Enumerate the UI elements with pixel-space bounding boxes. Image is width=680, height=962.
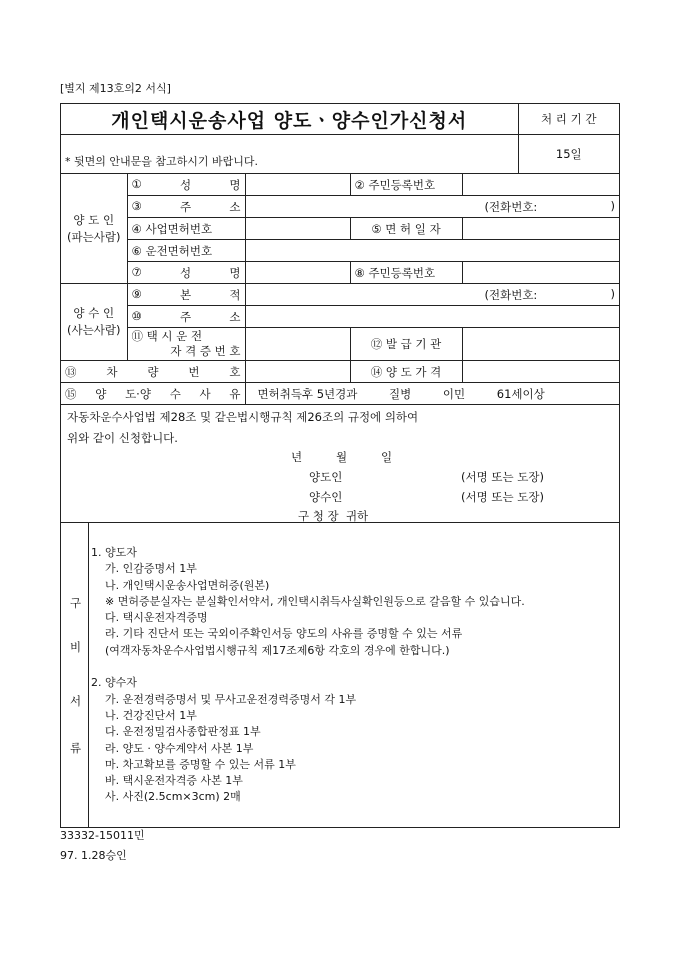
document-item: ※ 면허증분실자는 분실확인서약서, 개인택시취득사실확인원등으로 갈음할 수 있습니다. xyxy=(105,594,525,608)
taxi-qualification-input[interactable] xyxy=(245,328,350,361)
document-item: 가. 운전경력증명서 및 무사고운전경력증명서 각 1부 xyxy=(105,692,357,706)
label-resident-number: ② 주민등록번호 xyxy=(350,174,462,196)
label-business-license: ④ 사업면허번호 xyxy=(127,218,245,240)
transferee-name-input[interactable] xyxy=(245,262,350,284)
reason-emigration[interactable]: 이민 xyxy=(442,386,466,401)
label-address-2: ⑩ 주 소 xyxy=(131,308,241,324)
transferor-name-input[interactable] xyxy=(245,174,350,196)
transferor-label: 양 도 인 xyxy=(73,212,115,227)
form-caption: [별지 제13호의2 서식] xyxy=(60,82,171,95)
reason-illness[interactable]: 질병 xyxy=(389,386,412,401)
document-item: 라. 기타 진단서 또는 국외이주확인서등 양도의 사유를 증명할 수 있는 서류 xyxy=(105,627,463,641)
transferor-sub: (파는사람) xyxy=(67,229,121,244)
transferor-sign-label: 양도인 xyxy=(309,470,343,484)
transferee-address-input[interactable] xyxy=(245,306,619,328)
label-resident-number-2: ⑧ 주민등록번호 xyxy=(350,262,462,284)
processing-value: 15일 xyxy=(518,135,619,174)
transferee-sign[interactable]: (서명 또는 도장) xyxy=(461,490,544,504)
form-code: 33332-15011민 xyxy=(60,829,145,842)
document-item: 바. 택시운전자격증 사본 1부 xyxy=(105,774,243,788)
reason-age-61[interactable]: 61세이상 xyxy=(496,386,545,401)
approval-date: 97. 1.28승인 xyxy=(60,849,127,862)
vehicle-number-input[interactable] xyxy=(245,361,350,383)
label-domicile: ⑨ 본 적 xyxy=(131,286,241,302)
transferor-sign[interactable]: (서명 또는 도장) xyxy=(461,470,544,484)
date-year: 년 xyxy=(291,450,303,464)
issuer-input[interactable] xyxy=(462,328,619,361)
note: * 뒷면의 안내문을 참고하시기 바랍니다. xyxy=(61,135,518,174)
transferor-resident-input[interactable] xyxy=(462,174,619,196)
license-date-input[interactable] xyxy=(462,218,619,240)
applicant-grid xyxy=(61,173,619,404)
label-name: ① 성 명 xyxy=(131,176,241,192)
transferee-sign-label: 양수인 xyxy=(309,490,343,504)
transferee-group xyxy=(61,284,127,361)
label-issuer: ⑫ 발 급 기 관 xyxy=(350,328,462,361)
driver-license-input[interactable] xyxy=(245,240,619,262)
transferee-label: 양 수 인 xyxy=(73,306,115,320)
document-item: 2. 양수자 xyxy=(91,676,137,690)
transferor-group xyxy=(61,174,127,284)
document-item: (여객자동차운수사업법시행규칙 제17조제6항 각호의 경우에 한합니다.) xyxy=(105,643,450,657)
form-header xyxy=(61,104,619,173)
transfer-price-input[interactable] xyxy=(462,361,619,383)
label-transfer-price: ⑭ 양 도 가 격 xyxy=(350,361,462,383)
label-transfer-reason: ⑮ 양 도·양 수 사 유 xyxy=(65,386,241,401)
documents-side-label: 구 비 서 류 xyxy=(61,523,89,827)
document-item: 나. 개인택시운송사업면허증(원본) xyxy=(105,578,270,592)
recipient: 구 청 장 귀하 xyxy=(298,509,369,523)
document-item: 1. 양도자 xyxy=(91,546,137,559)
label-address: ③ 주 소 xyxy=(131,198,241,214)
document-item: 마. 차고확보를 증명할 수 있는 서류 1부 xyxy=(105,757,296,771)
transferee-resident-input[interactable] xyxy=(462,262,619,284)
document-item: 다. 운전정밀검사종합판정표 1부 xyxy=(105,725,261,739)
document-item: 다. 택시운전자격증명 xyxy=(105,611,208,625)
document-item: 가. 인감증명서 1부 xyxy=(105,562,197,576)
document-item: 나. 건강진단서 1부 xyxy=(105,708,197,722)
date-month: 월 xyxy=(336,450,348,464)
application-form xyxy=(60,103,620,828)
statement-section xyxy=(61,404,619,522)
form-title: 개인택시운송사업 양도ㆍ양수인가신청서 xyxy=(61,104,518,135)
transferor-address-input[interactable]: (전화번호: ) xyxy=(245,196,619,218)
domicile-input[interactable]: (전화번호: ) xyxy=(245,284,619,306)
processing-label: 처 리 기 간 xyxy=(518,104,619,135)
transfer-reason-options[interactable] xyxy=(245,383,619,405)
transferee-sub: (사는사람) xyxy=(67,323,121,337)
date-day: 일 xyxy=(381,450,393,464)
reason-5-years[interactable]: 면허취득후 5년경과 xyxy=(257,386,358,401)
document-item: 사. 사진(2.5cm×3cm) 2매 xyxy=(105,790,241,804)
label-license-date: ⑤ 면 허 일 자 xyxy=(350,218,462,240)
business-license-input[interactable] xyxy=(245,218,350,240)
label-taxi-qualification: ⑪ 택 시 운 전 자 격 증 번 호 xyxy=(127,328,245,361)
statement-line2: 위와 같이 신청합니다. xyxy=(67,431,178,445)
label-name-2: ⑦ 성 명 xyxy=(131,264,241,280)
label-driver-license: ⑥ 운전면허번호 xyxy=(127,240,245,262)
required-documents xyxy=(61,522,619,827)
document-item xyxy=(91,659,525,675)
label-vehicle-number: ⑬ 차 량 번 호 xyxy=(65,364,241,379)
document-item: 라. 양도 · 양수계약서 사본 1부 xyxy=(105,741,254,755)
documents-list xyxy=(91,545,525,806)
statement-line1: 자동차운수사업법 제28조 및 같은법시행규칙 제26조의 규정에 의하여 xyxy=(67,410,419,424)
